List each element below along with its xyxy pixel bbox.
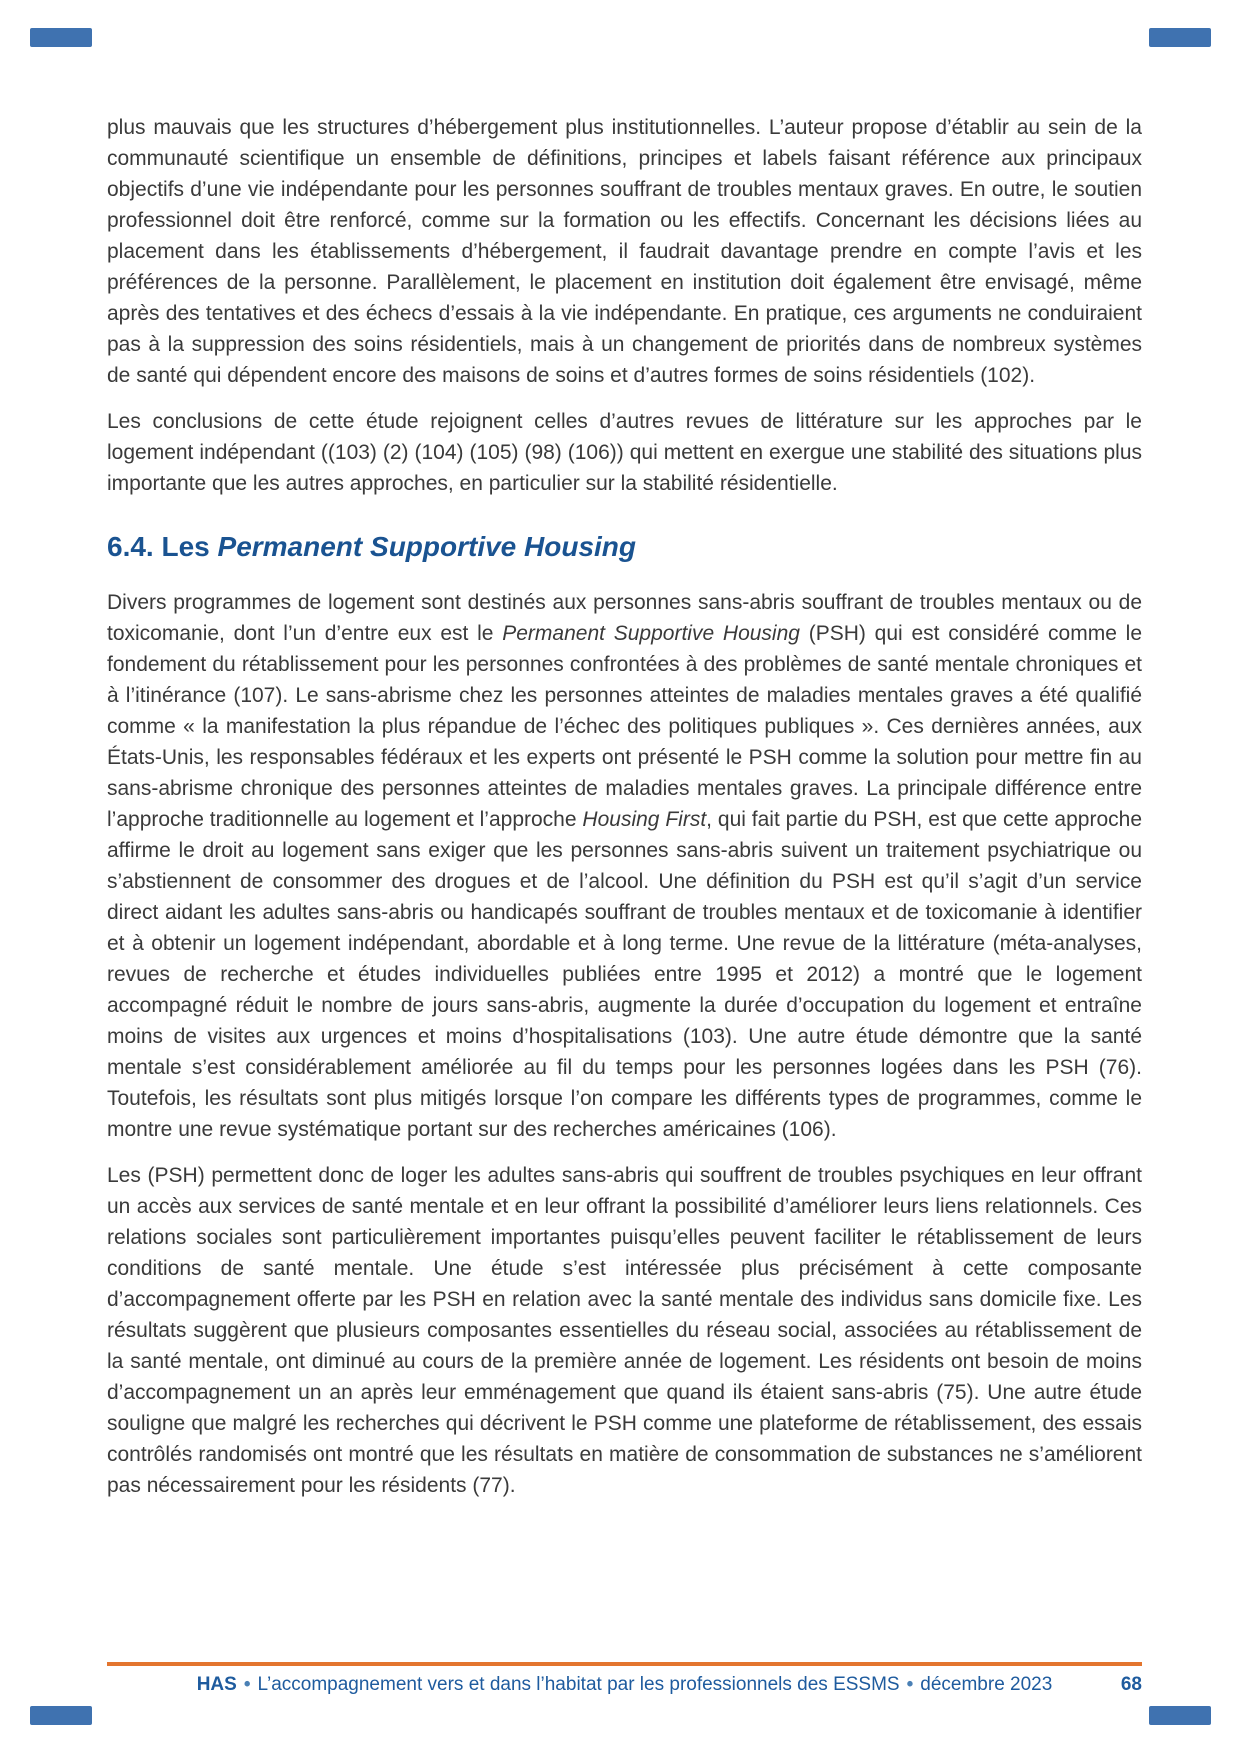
body-paragraph: Les conclusions de cette étude rejoignent celles d’autres revues de littérature sur les approches par le logement indépendant ((103) (2) (104) (105) (98) (106)) qui mettent en exergue une stabilité des situations plus importante que les autres approches, en particulier sur la stabilité résidentielle.: [107, 410, 1142, 495]
corner-mark-bottom-right: [1149, 1706, 1211, 1725]
page-content: [107, 112, 1142, 1516]
section-heading: 6.4. Les Permanent Supportive Housing: [107, 531, 637, 562]
footer-rule: [107, 1662, 1142, 1666]
italic-term: Permanent Supportive Housing: [502, 622, 800, 645]
footer-row: [107, 1672, 1142, 1698]
footer-org: HAS: [196, 1674, 237, 1695]
footer-separator-icon: •: [906, 1674, 914, 1695]
footer-separator-icon: •: [243, 1674, 251, 1695]
corner-mark-bottom-left: [30, 1706, 92, 1725]
body-paragraph: Les (PSH) permettent donc de loger les adultes sans-abris qui souffrent de troubles psychiques en leur offrant un accès aux services de santé mentale et en leur offrant la possibilité d’améliorer leurs liens relationnels. Ces relations sociales sont particulièrement importantes puisqu’elles peuvent faciliter le rétablissement de leurs conditions de santé mentale. Une étude s’est intéressée plus précisément à cette composante d’accompagnement offerte par les PSH en relation avec la santé mentale des individus sans domicile fixe. Les résultats suggèrent que plusieurs composantes essentielles du réseau social, associées au rétablissement de la santé mentale, ont diminué au cours de la première année de logement. Les résidents ont besoin de moins d’accompagnement un an après leur emménagement que quand ils étaient sans-abris (75). Une autre étude souligne que malgré les recherches qui décrivent le PSH comme une plateforme de rétablissement, des essais contrôlés randomisés ont montré que les résultats en matière de consommation de substances ne s’améliorent pas nécessairement pour les résidents (77).: [107, 1164, 1142, 1497]
footer-title: L’accompagnement vers et dans l’habitat par les professionnels des ESSMS: [257, 1674, 900, 1695]
body-paragraph: plus mauvais que les structures d’hébergement plus institutionnelles. L’auteur propose d’établir au sein de la communauté scientifique un ensemble de définitions, principes et labels faisant référence aux principaux objectifs d’une vie indépendante pour les personnes souffrant de troubles mentaux graves. En outre, le soutien professionnel doit être renforcé, comme sur la formation ou les effectifs. Concernant les décisions liées au placement dans les établissements d’hébergement, il faudrait davantage prendre en compte l’avis et les préférences de la personne. Parallèlement, le placement en institution doit également être envisagé, même après des tentatives et des échecs d’essais à la vie indépendante. En pratique, ces arguments ne conduiraient pas à la suppression des soins résidentiels, mais à un changement de priorités dans de nombreux systèmes de santé qui dépendent encore des maisons de soins et d’autres formes de soins résidentiels (102).: [107, 116, 1142, 387]
page-number: 68: [1120, 1674, 1142, 1695]
footer-text: [107, 1672, 1142, 1698]
italic-term: Permanent Supportive Housing: [217, 531, 637, 562]
footer-date: décembre 2023: [920, 1674, 1053, 1695]
corner-mark-top-right: [1149, 28, 1211, 47]
body-paragraph: Divers programmes de logement sont destinés aux personnes sans-abris souffrant de troubles mentaux ou de toxicomanie, dont l’un d’entre eux est le Permanent Supportive Housing (PSH) qui est considéré comme le fondement du rétablissement pour les personnes confrontées à des problèmes de santé mentale chroniques et à l’itinérance (107). Le sans-abrisme chez les personnes atteintes de maladies mentales graves a été qualifié comme « la manifestation la plus répandue de l’échec des politiques publiques ». Ces dernières années, aux États-Unis, les responsables fédéraux et les experts ont présenté le PSH comme la solution pour mettre fin au sans-abrisme chronique des personnes atteintes de maladies mentales graves. La principale différence entre l’approche traditionnelle au logement et l’approche Housing First, qui fait partie du PSH, est que cette approche affirme le droit au logement sans exiger que les personnes sans-abris suivent un traitement psychiatrique ou s’abstiennent de consommer des drogues et de l’alcool. Une définition du PSH est qu’il s’agit d’un service direct aidant les adultes sans-abris ou handicapés souffrant de troubles mentaux et de toxicomanie à identifier et à obtenir un logement indépendant, abordable et à long terme. Une revue de la littérature (méta-analyses, revues de recherche et études individuelles publiées entre 1995 et 2012) a montré que le logement accompagné réduit le nombre de jours sans-abris, augmente la durée d’occupation du logement et entraîne moins de visites aux urgences et moins d’hospitalisations (103). Une autre étude démontre que la santé mentale s’est considérablement améliorée au fil du temps pour les personnes logées dans les PSH (76). Toutefois, les résultats sont plus mitigés lorsque l’on compare les différents types de programmes, comme le montre une revue systématique portant sur des recherches américaines (106).: [107, 591, 1142, 1141]
corner-mark-top-left: [30, 28, 92, 47]
italic-term: Housing First: [582, 808, 707, 831]
